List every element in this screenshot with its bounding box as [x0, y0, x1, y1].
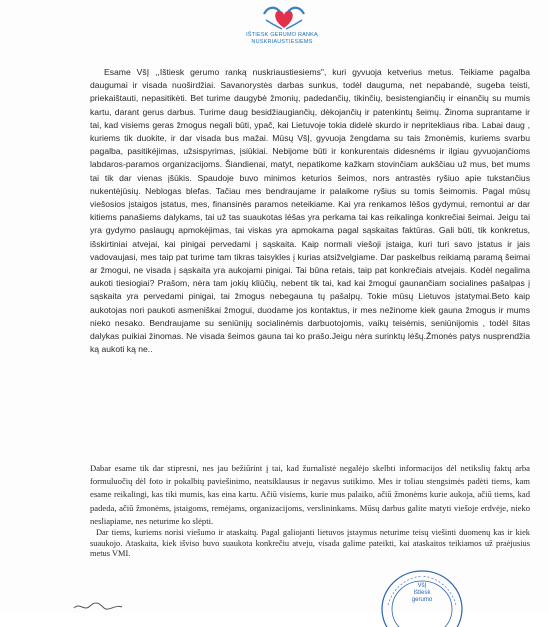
org-name	[222, 32, 342, 45]
handwritten-signature-icon	[70, 598, 150, 614]
stamp-line3: gerumo	[411, 597, 433, 603]
paragraph-reports: Dar tiems, kuriems norisi viešumo ir ataskaitų. Pagal galiojanti lietuvos įstaymus neturime teisų viešinti duomenų kas ir kiek suaukojo. Ataskaita, kiek išviso buvo suaukota konkrečiu atveju, visada galime pateikti, kai ataskaitos teikiamos už praėjusius metus VMI.	[90, 528, 530, 559]
stamp-line1: VšĮ	[417, 583, 427, 589]
stamp-line2: Ištiesk	[413, 590, 431, 596]
org-name-line2: NUSKRIAUSTIESIEMS	[251, 38, 313, 45]
stamp-text	[400, 583, 444, 604]
org-name-line1: IŠTIESK GERUMO RANKĄ	[246, 32, 318, 38]
paragraph-closing: Dabar esame tik dar stipresni, nes jau bežiūrint į tai, kad žurnalistė negalėjo skelbti informacijos dėl netikslių faktų arba formuluočių dėl foto ir pokalbių paviešinimo, neatsiklausus ir negavus sutikimo. Mes ir toliau stengsimės padėti tiems, kam esame reikalingi, kas tiki mumis, kas eina kartu. Ačiū visiems, kurie mus palaiko, ačiū žmonėms kurie aukoja, ačiū tiems, kad padeda, ačiū žmonėms, įstaigoms, remėjams, organizacijoms, verslininkams. Mūsų darbus galite matyti viešoje erdvėje, nieko nesliapiame, nes neturime ko slėpti.	[90, 463, 530, 526]
paragraph-main: Esame VšĮ ,,Ištiesk gerumo ranką nuskriaustiesiems", kuri gyvuoja ketverius metus. Teikiame pagalba daugumai ir visada nuoširdžiai. Savanorystės darbas sunkus, todėl dauguma, net nepabandė, sugeba teisti, priekaištauti, nepasitikėti. Bet turime daugybė žmonių, padedančių, tikinčių, besistengiančių ir einančių su mumis kartu, darant gerus darbus. Turime daug besidžiaugiančių, dėkojančių ir patenkintų šeimų. Žinoma suprantame ir tai, kad visiems geras žmogus negali būti, ypač, kai Lietuvoje tokia didelė skurdo ir nepritekliaus riba. Labai daug , kuriems tik duokite, ir dar visada bus mažai. Mūsų VšĮ, gyvuoja žengdama su tais žmonėmis, kuriems svarbu pagalba, pasitikėjimas, užsispyrimas, įsiūkiai. Nebijome būti ir konkurentais didesnėms ir ilgiau gyvuojančioms labdaros-paramos organizacijoms. Šiandienai, matyt, nepatikome kažkam stovinčiam aukščiau už mus, bet mums tai tik dar vienas įšūkis. Spaudoje buvo minimos keturios šeimos, nors antrastės ryšiuo apie tukstančius nukentėjūsių. Neblogas blefas. Tačiau mes bendraujame ir palaikome ryšius su tomis šeimomis. Pagal mūsų viešosios įstaigos įstatus, mes, finansinės paramos neteikiame. Kai yra renkamos lėšos gydymui, remontui ar dar kitiems panašiems dalykams, tai už tas suaukotas lėšas yra perkama tai kas reikalinga konkrečiai šeimai. Jeigu tai yra gydymo paslaugų apmokėjimas, tai viskas yra apmokama pagal sąskaitas faktūras. Gali būti, tik konkretus, išskirtiniai atvejai, kai pinigai pervedami į sąskaita. Kaip normali viešoji įstaiga, kuri turi savo įstatus ir jais vadovaujasi, mes taip pat turime tam tikras taisykles į kurias atsižvelgiame. Dar paskelbus reikiamą paramą šeimai ar žmogui, ne visada į sąskaita yra aukojami pinigai. Tai būna retais, taip pat konkrečiais atvejais. Kodėl negalima aukoti tiesiogiai? Prašom, nėra tam jokių kliūčių, nebent tik tai, kad kai žmogui gaunančiam socialines pašalpas į sąskaita yra pervedami pinigai, tai žmogus nebegauna tų pašalpų. Tokie mūsų Lietuvos įstatymai.Beto kaip aukotojas nori paukoti asmeniškai žmogui, duodame jos kontaktus, ir mes nežinome kiek gauna žmogus ir mums nieko nesako. Bendraujame su seniūnijų socialinėmis darbuotojomis, vaikų teisėmis, seniūnijomis , todėl šitas dalykas puikiai žinomas. Ne visada šeimos gauna tai ko prašo.Jeigu nėra surinktų lėšų.Žmonės patys nusprendžia ką aukoti ką ne..	[90, 67, 530, 355]
heart-hands-logo-icon	[258, 2, 310, 32]
